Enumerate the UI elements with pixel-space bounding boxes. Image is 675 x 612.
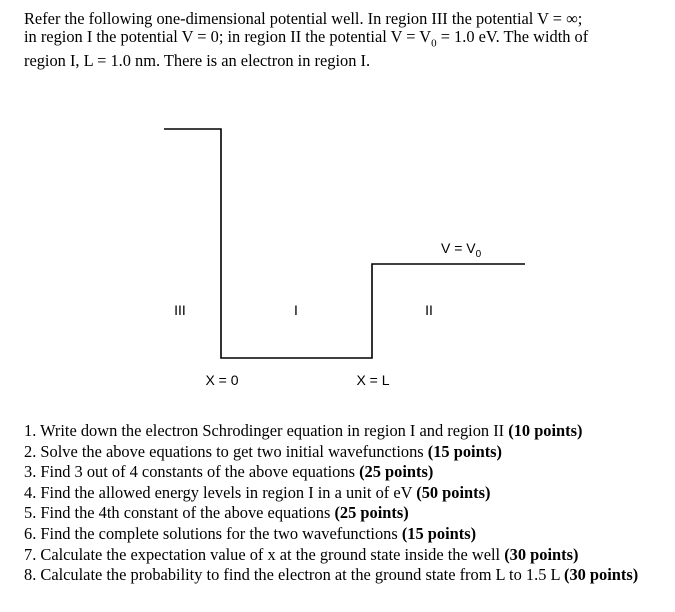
region-II-label: II [425,302,433,318]
question-number: 1. [24,421,37,440]
question-points: (50 points) [416,482,491,502]
question-text: Find the allowed energy levels in region I in a unit of eV [36,482,417,502]
question-item [24,462,664,483]
intro-v0-subscript: 0 [431,37,437,50]
question-item [24,524,664,545]
question-item [24,503,664,524]
intro-line-3: region I, L = 1.0 nm. There is an electron in region I. [24,51,371,71]
question-number: 8. [24,565,37,585]
v0-label-main: V = V [441,240,476,256]
region-III-label: III [174,302,186,318]
v0-label-subscript: 0 [475,249,482,260]
question-item [24,483,664,504]
question-text: Find the complete solutions for the two wavefunctions [36,523,402,543]
question-points: (15 points) [427,441,503,461]
region-I-label: I [294,302,298,318]
x-zero-label: X = 0 [205,372,239,388]
question-points: (25 points) [334,503,409,523]
question-text: Write down the electron Schrodinger equation in region I and region II [36,421,509,440]
question-points: (10 points) [508,421,583,440]
question-number: 5. [24,503,37,523]
question-number: 3. [24,462,37,482]
intro-line-2-rest: = 1.0 eV. The width of [436,27,589,46]
intro-line-1: Refer the following one-dimensional potential well. In region III the potential V = ∞; [24,9,583,28]
question-text: Find the 4th constant of the above equations [36,503,335,523]
intro-line-2: in region I the potential V = 0; in region II the potential V = V [24,27,432,46]
question-text: Solve the above equations to get two initial wavefunctions [36,441,428,461]
question-number: 2. [24,441,37,461]
potential-well-diagram [0,110,675,400]
question-item [24,545,664,566]
x-L-label: X = L [356,372,390,388]
question-number: 6. [24,523,37,543]
question-text: Calculate the probability to find the electron at the ground state from L to 1.5 L [36,565,564,585]
question-item [24,565,664,586]
v0-potential-label [441,240,482,260]
question-points: (25 points) [359,462,434,482]
question-item [24,442,664,463]
question-points: (15 points) [401,523,477,543]
question-number: 7. [24,544,37,564]
question-list [24,421,664,586]
question-item [24,421,664,442]
problem-statement [24,10,664,70]
question-points: (30 points) [504,544,579,564]
question-points: (30 points) [563,565,639,585]
question-number: 4. [24,482,37,502]
question-text: Calculate the expectation value of x at the ground state inside the well [36,544,505,564]
question-text: Find 3 out of 4 constants of the above equations [36,462,360,482]
